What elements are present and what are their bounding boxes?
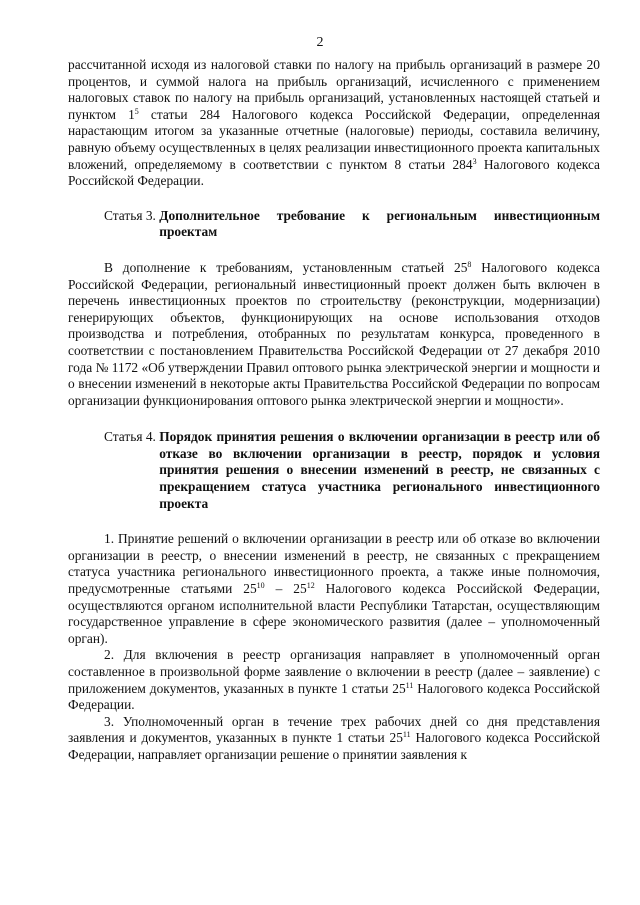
article-4-paragraph-3 [68,714,600,764]
article-4-heading [68,429,600,512]
article-3-paragraph [68,260,600,409]
superscript: 12 [306,581,315,591]
article-3-title: Дополнительное требование к региональным инвестиционным проектам [159,207,600,240]
page-number: 2 [316,35,324,50]
article-4-label: Статья 4. [104,429,160,445]
article-3-label: Статья 3. [104,207,160,223]
superscript: 3 [472,156,477,166]
text-run: 3. Уполномоченный орган в течение трех рабочих дней со дня представления заявления и документов, указанных в пункте 1 статьи 25 [68,713,600,746]
text-run: – 25 [264,581,307,597]
superscript: 10 [256,581,265,591]
text-run: Налогового кодекса Российской Федерации, осуществляются органом исполнительной власти Республики Татарстан, осуществляющим государственное управление в сфере экономического развития (далее – уполномоченный орган). [68,581,601,646]
text-run: статьи 284 Налогового кодекса Российской Федерации, определенная нарастающим итогом за указанные отчетные (налоговые) периоды, составила величину, равную объему осуществленных в целях реализации инвестиционного проекта капитальных вложений, определяемому в соответствии с пунктом 8 статьи 284 [68,106,600,172]
text-run: Налогового кодекса Российской Федерации, направляет организации решение о принятии заявления к [68,730,600,762]
text-run: Налогового кодекса Российской Федерации, региональный инвестиционный проект должен быть включен в перечень инвестиционных проектов по строительству (реконструкции, модернизации) генерирующих объектов, функционирующих на основе использования отходов производства и потребления, отобранных по результатам конкурса, проведенного в соответствии с постановлением Правительства Российской Федерации от 27 декабря 2010 года № 1172 «Об утверждении Правил оптового рынка электрической энергии и мощности и о внесении изменений в некоторые акты Правительства Российской Федерации по вопросам организации функционирования оптового рынка электрической энергии и мощности». [68,259,600,408]
article-3-heading [68,208,600,241]
superscript: 8 [467,259,472,269]
article-4-paragraph-1 [68,531,600,647]
text-run: Налогового кодекса Российской Федерации. [68,156,600,189]
article-4-title: Порядок принятия решения о включении организации в реестр или об отказе во включении организации в реестр, порядок и условия принятия решения о внесении изменений в реестр, не связанных с прекращением статуса участника регионального инвестиционного проекта [159,429,600,511]
intro-paragraph [68,57,600,190]
text-run: 1. Принятие решений о включении организации в реестр или об отказе во включении организации в реестр, о внесении изменений в реестр, не связанных с прекращением статуса участника регионального инвестиционного проекта, а также иные полномочия, предусмотренные статьями 25 [68,531,600,597]
text-run: В дополнение к требованиям, установленным статьей 25 [104,259,468,275]
superscript: 11 [402,730,411,740]
document-body [68,57,600,764]
text-run: 2. Для включения в реестр организация направляет в уполномоченный орган составленное в произвольной форме заявление о включении в реестр (далее – заявление) с приложением документов, указанных в пункте 1 статьи 25 [68,647,600,696]
superscript: 11 [405,680,414,690]
text-run: Налогового кодекса Российской Федерации. [68,680,600,713]
text-run: рассчитанной исходя из налоговой ставки по налогу на прибыль организаций в размере 20 процентов, и суммой налога на прибыль организаций, исчисленного с применением налоговых ставок по налогу на прибыль организаций, установленных настоящей статьей и пунктом 1 [68,57,600,122]
article-4-paragraph-2 [68,647,600,713]
superscript: 5 [134,106,139,116]
